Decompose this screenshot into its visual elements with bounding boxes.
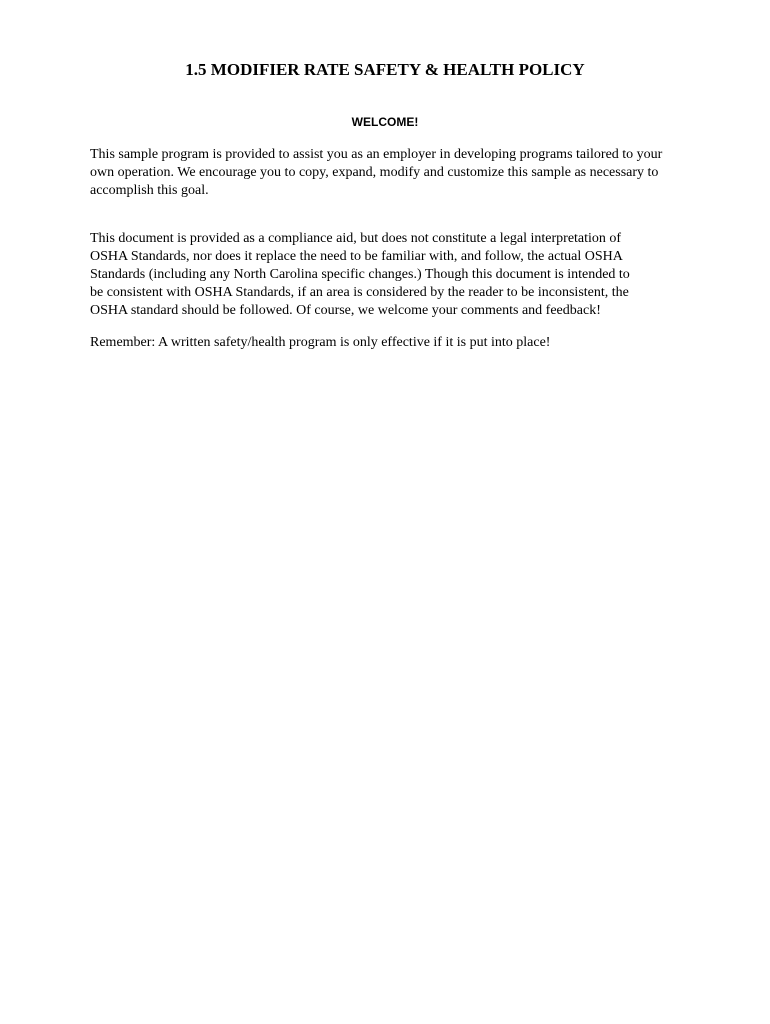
- paragraph-line: OSHA standard should be followed. Of course, we welcome your comments and feedback!: [90, 303, 601, 318]
- paragraph-line: be consistent with OSHA Standards, if an area is considered by the reader to be inconsistent, the: [90, 285, 629, 300]
- welcome-heading: WELCOME!: [351, 115, 419, 129]
- paragraph-line: This document is provided as a compliance aid, but does not constitute a legal interpretation of: [90, 231, 622, 246]
- intro-paragraph: [90, 146, 690, 200]
- compliance-paragraph: [90, 230, 690, 320]
- paragraph-line: OSHA Standards, nor does it replace the need to be familiar with, and follow, the actual OSHA: [90, 249, 623, 264]
- paragraph-line: This sample program is provided to assist you as an employer in developing programs tailored to your: [90, 147, 663, 162]
- paragraph-line: Standards (including any North Carolina specific changes.) Though this document is intended to: [90, 267, 630, 282]
- reminder-paragraph: [90, 334, 690, 352]
- paragraph-line: own operation. We encourage you to copy, expand, modify and customize this sample as necessary to: [90, 165, 659, 180]
- paragraph-line: accomplish this goal.: [90, 183, 209, 198]
- paragraph-line: Remember: A written safety/health program is only effective if it is put into place!: [90, 335, 551, 350]
- document-title: 1.5 MODIFIER RATE SAFETY & HEALTH POLICY: [185, 60, 585, 79]
